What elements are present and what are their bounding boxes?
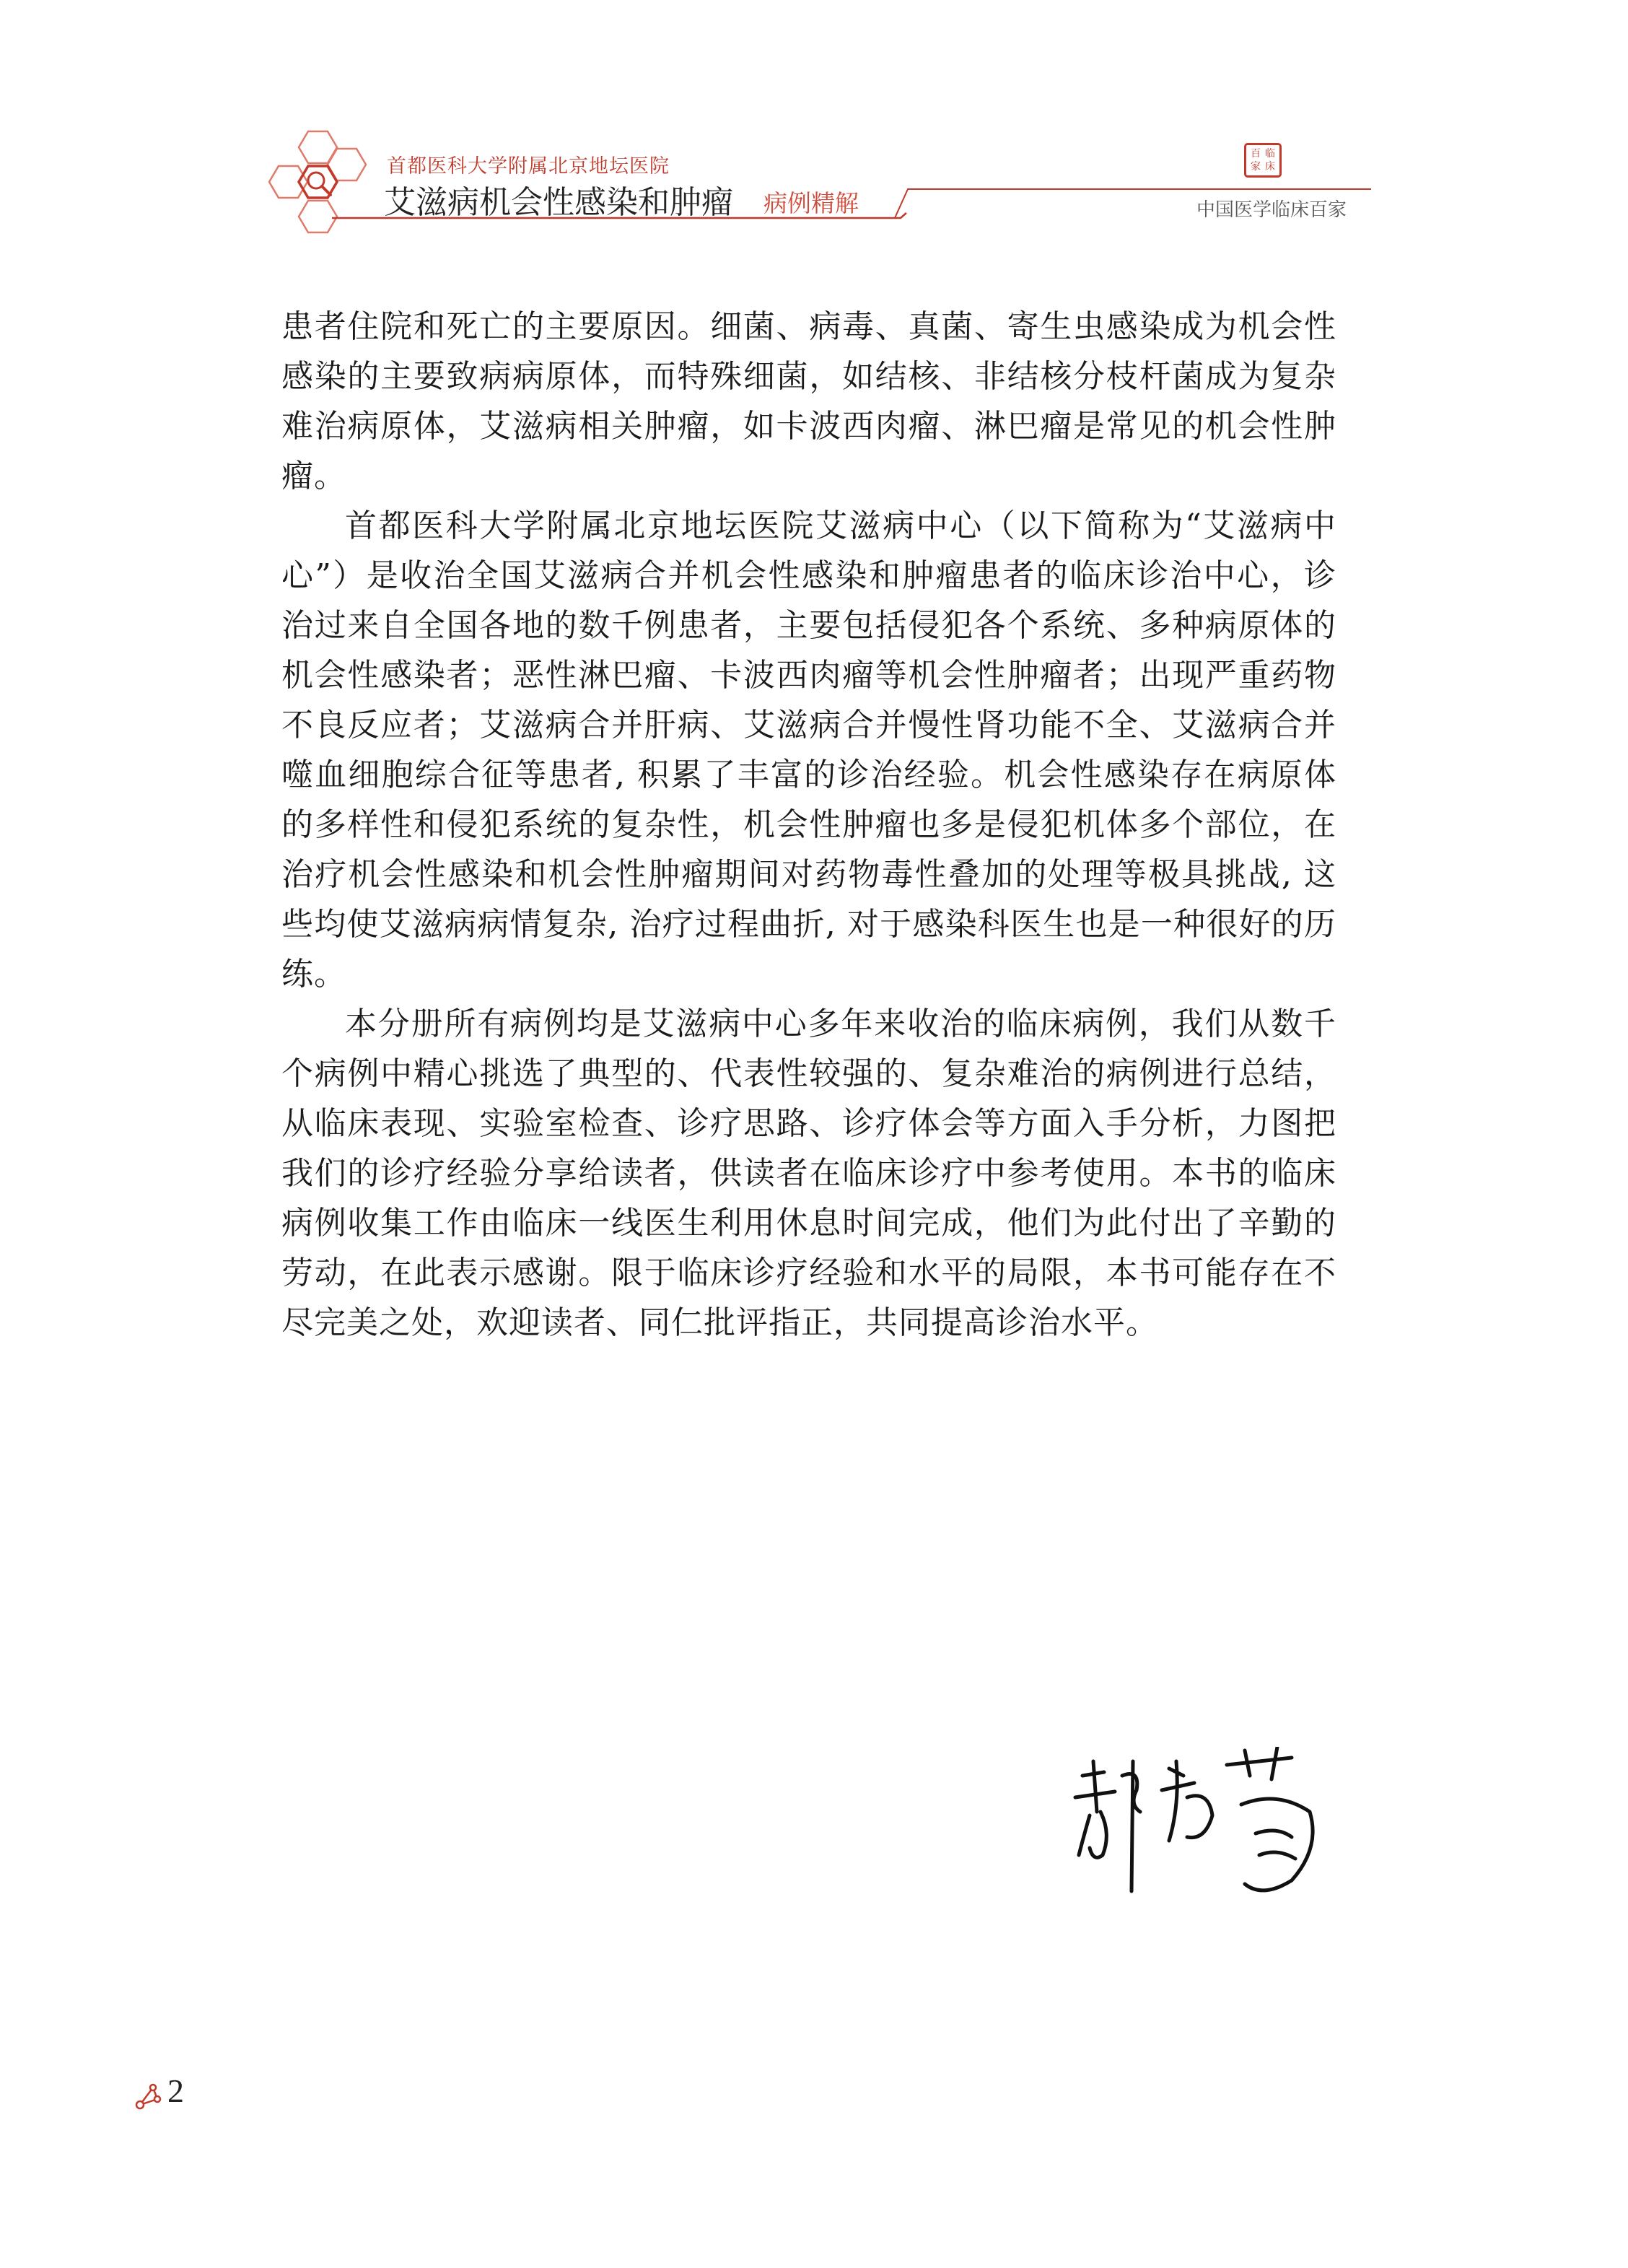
hospital-name: 首都医科大学附属北京地坛医院	[387, 155, 670, 178]
paragraph: 本分册所有病例均是艾滋病中心多年来收治的临床病例，我们从数千个病例中精心挑选了典型的、代表性较强的、复杂难治的病例进行总结，从临床表现、实验室检查、诊疗思路、诊疗体会等方面入手分析，力图把我们的诊疗经验分享给读者，供读者在临床诊疗中参考使用。本书的临床病例收集工作由临床一线医生利用休息时间完成，他们为此付出了辛勤的劳动，在此表示感谢。限于临床诊疗经验和水平的局限，本书可能存在不尽完美之处，欢迎读者、同仁批评指正，共同提高诊治水平。	[281, 1006, 1336, 1341]
handwritten-signature	[1061, 1747, 1335, 1920]
seal-stamp: 百 临 家 床	[1244, 143, 1282, 178]
paragraph: 首都医科大学附属北京地坛医院艾滋病中心（以下简称为“艾滋病中心”）是收治全国艾滋病合并机会性感染和肿瘤患者的临床诊治中心，诊治过来自全国各地的数千例患者，主要包括侵犯各个系统、多种病原体的机会性感染者；恶性淋巴瘤、卡波西肉瘤等机会性肿瘤者；出现严重药物不良反应者；艾滋病合并肝病、艾滋病合并慢性肾功能不全、艾滋病合并噬血细胞综合征等患者, 积累了丰富的诊治经验。机会性感染存在病原体的多样性和侵犯系统的复杂性，机会性肿瘤也多是侵犯机体多个部位，在治疗机会性感染和机会性肿瘤期间对药物毒性叠加的处理等极具挑战, 这些均使艾滋病病情复杂, 治疗过程曲折, 对于感染科医生也是一种很好的历练。	[281, 507, 1336, 993]
body-text	[281, 302, 1336, 1348]
book-subtitle: 病例精解	[763, 189, 859, 217]
book-title: 艾滋病机会性感染和肿瘤	[384, 184, 733, 221]
paragraph: 患者住院和死亡的主要原因。细菌、病毒、真菌、寄生虫感染成为机会性感染的主要致病病原体，而特殊细菌，如结核、非结核分枝杆菌成为复杂难治病原体，艾滋病相关肿瘤，如卡波西肉瘤、淋巴瘤是常见的机会性肿瘤。	[281, 308, 1336, 494]
page-number: 2	[167, 2072, 184, 2109]
molecule-icon	[131, 2079, 166, 2114]
series-name: 中国医学临床百家	[1196, 199, 1347, 221]
page-header	[0, 0, 1628, 245]
